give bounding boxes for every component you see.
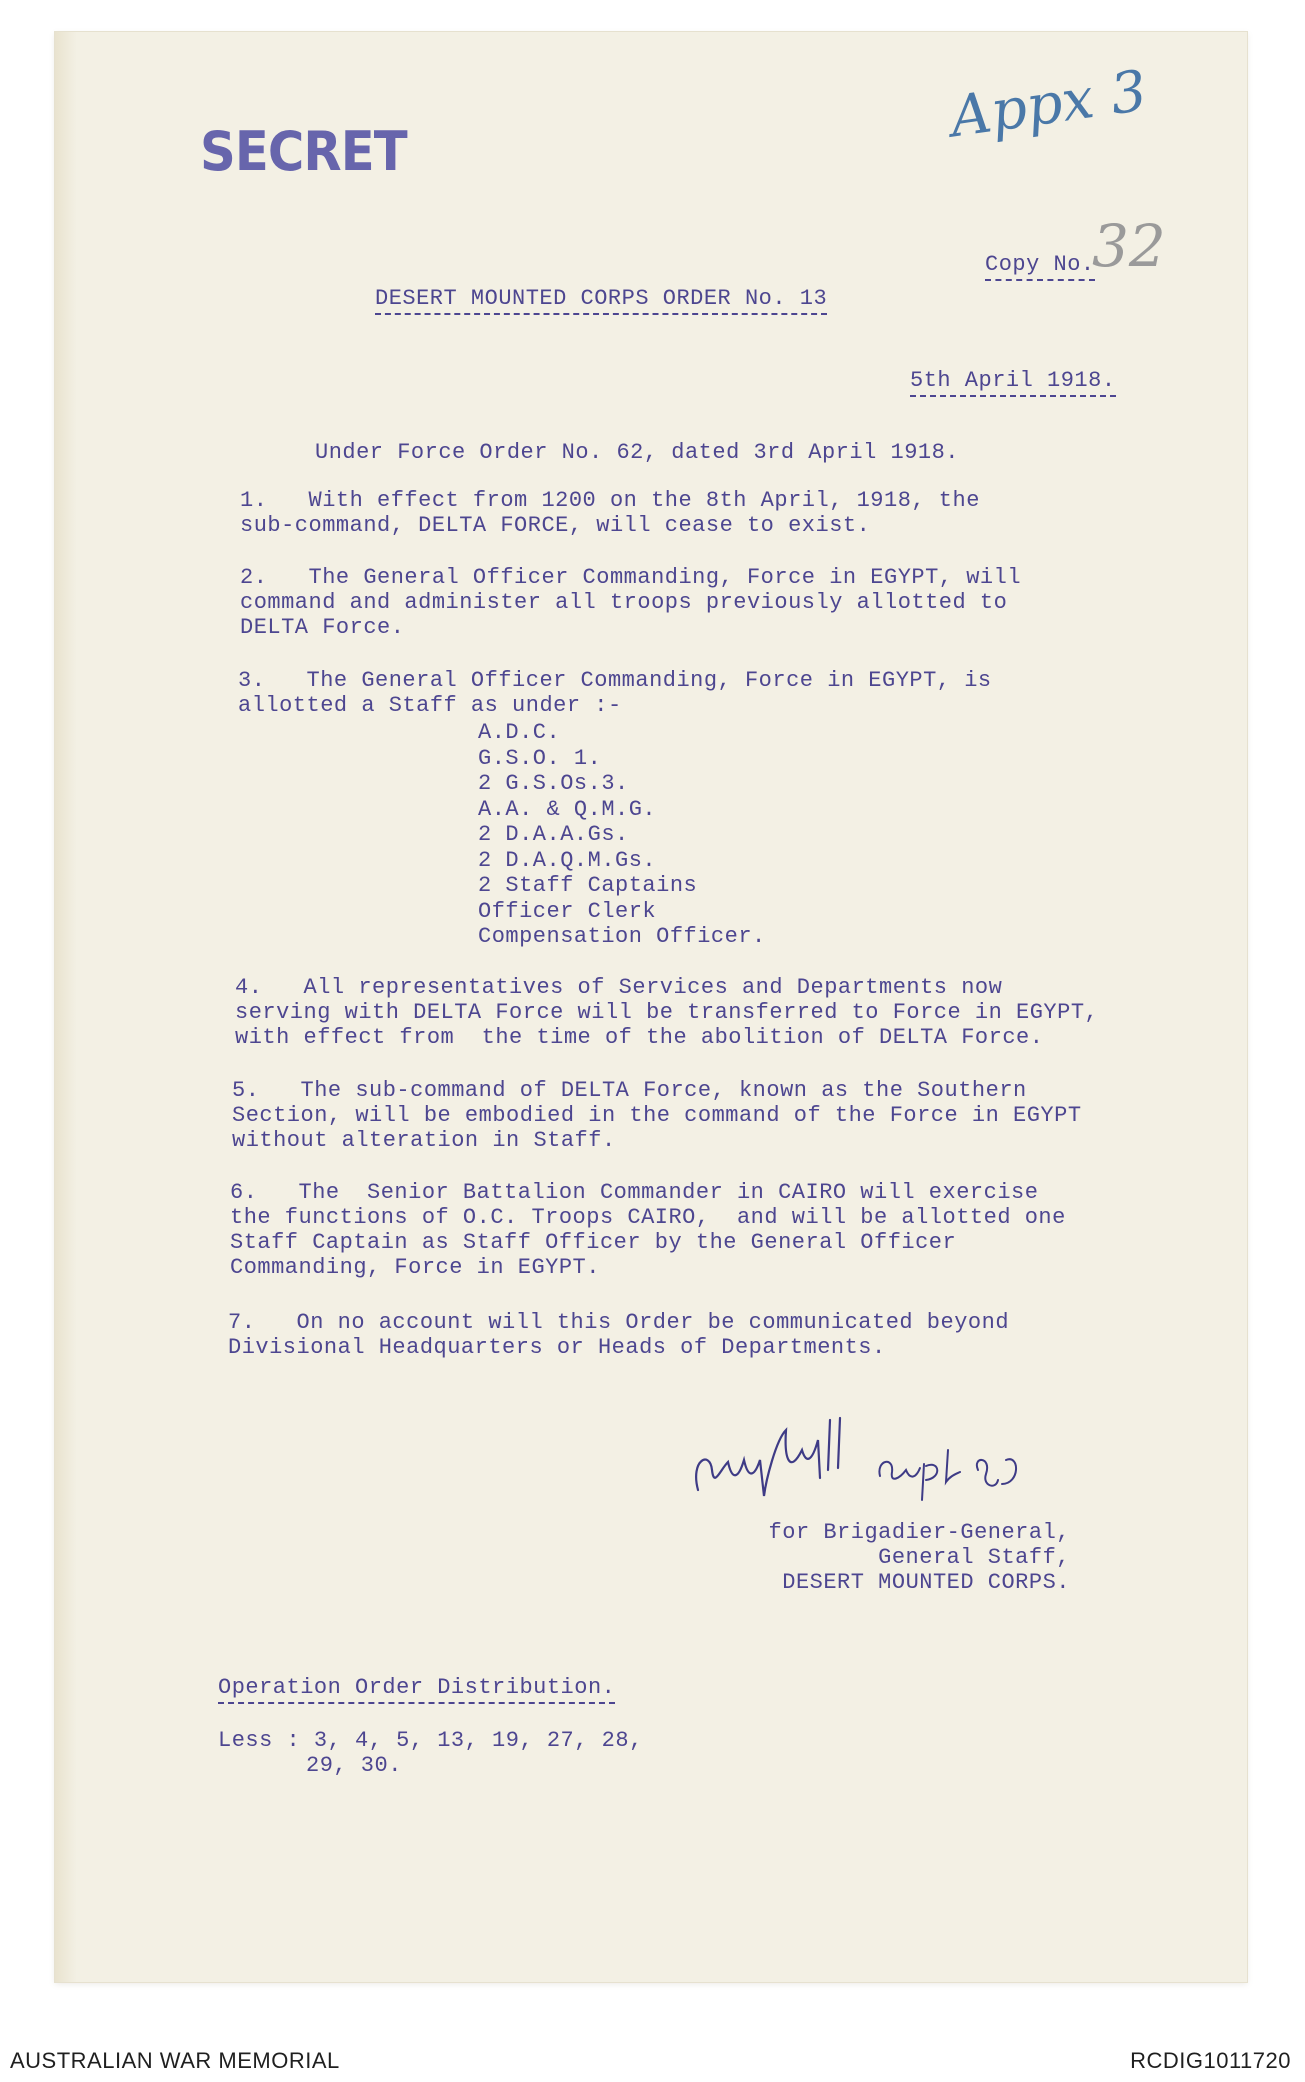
staff-item: 2 D.A.Q.M.Gs. bbox=[478, 847, 657, 873]
paragraph-5: 5. The sub-command of DELTA Force, known as the Southern Section, will be embodied in the command of the Force in EGYPT without alteration in Staff. bbox=[232, 1078, 1082, 1153]
paragraph-2: 2. The General Officer Commanding, Force in EGYPT, will command and administer all troops previously allotted to DELTA Force. bbox=[240, 565, 1022, 640]
signature-block bbox=[750, 1520, 1070, 1595]
staff-item: 2 Staff Captains bbox=[478, 873, 698, 898]
copy-label: Copy No. bbox=[985, 252, 1095, 277]
staff-item: 2 G.S.Os.3. bbox=[478, 771, 629, 796]
staff-item: 2 D.A.A.Gs. bbox=[478, 822, 629, 847]
footer-institution: AUSTRALIAN WAR MEMORIAL bbox=[10, 2048, 340, 2073]
preamble: Under Force Order No. 62, dated 3rd April 1918. bbox=[315, 440, 960, 465]
staff-item: Officer Clerk bbox=[478, 898, 657, 924]
paragraph-3: 3. The General Officer Commanding, Force in EGYPT, is allotted a Staff as under :- bbox=[238, 668, 992, 718]
paragraph-1: 1. With effect from 1200 on the 8th April, 1918, the sub-command, DELTA FORCE, will cease to exist. bbox=[240, 488, 980, 538]
staff-item: A.A. & Q.M.G. bbox=[478, 796, 657, 822]
staff-list bbox=[478, 720, 766, 950]
secret-stamp: SECRET bbox=[200, 120, 407, 183]
order-date: 5th April 1918. bbox=[910, 368, 1116, 393]
distribution-line-2: 29, 30. bbox=[306, 1753, 402, 1778]
signature-line-2: General Staff, bbox=[878, 1545, 1070, 1570]
signature-text: AM Jarbott Capt GS bbox=[680, 1400, 691, 1401]
appendix-annotation: Appx 3 bbox=[946, 58, 1151, 151]
staff-item: A.D.C. bbox=[478, 720, 561, 745]
distribution-line-1: Less : 3, 4, 5, 13, 19, 27, 28, bbox=[218, 1728, 643, 1753]
signature-line-3: DESERT MOUNTED CORPS. bbox=[782, 1570, 1070, 1595]
signature-line-1: for Brigadier-General, bbox=[768, 1520, 1070, 1545]
distribution-heading: Operation Order Distribution. bbox=[218, 1675, 615, 1700]
copy-number: 32 bbox=[1092, 212, 1166, 280]
paragraph-6: 6. The Senior Battalion Commander in CAIRO will exercise the functions of O.C. Troops CAIRO, and will be allotted one Staff Captain as Staff Officer by the General Officer Commanding, Force in EGYPT. bbox=[230, 1180, 1066, 1280]
paragraph-7: 7. On no account will this Order be communicated beyond Divisional Headquarters or Heads of Departments. bbox=[228, 1310, 1010, 1360]
signature-image bbox=[680, 1400, 1040, 1520]
staff-item: Compensation Officer. bbox=[478, 924, 766, 949]
footer-reference-id: RCDIG1011720 bbox=[1130, 2048, 1291, 2073]
order-title: DESERT MOUNTED CORPS ORDER No. 13 bbox=[375, 286, 827, 311]
paragraph-4: 4. All representatives of Services and Departments now serving with DELTA Force will be transferred to Force in EGYPT, with effect from the time of the abolition of DELTA Force. bbox=[235, 975, 1099, 1050]
staff-item: G.S.O. 1. bbox=[478, 745, 602, 771]
